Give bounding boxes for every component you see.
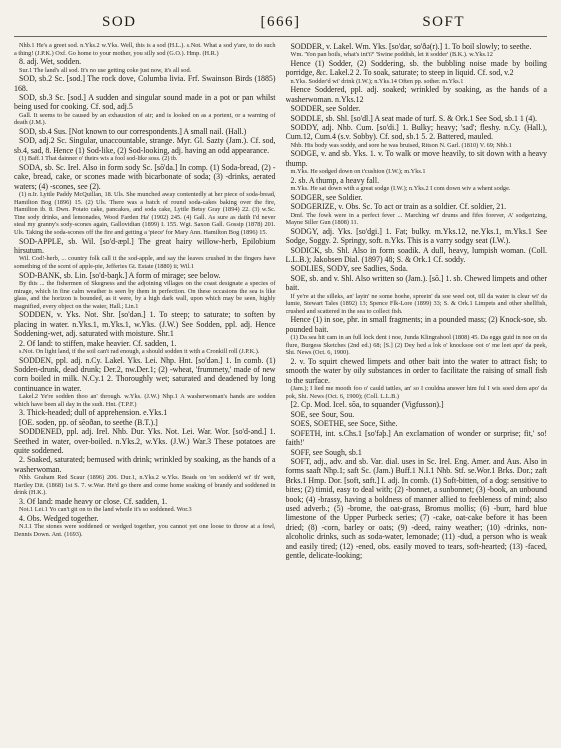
header-right-guideword: SOFT [422,14,465,30]
dictionary-entry: SODLIES, SODY, see Sadlies, Soda. [290,264,408,274]
citation-text: Lakel.2 Ye're sodden thoo an' through. w.Yks. (J.W.) Nhp.1 A washerwoman's hands are sodden which have been all day in the sudi. Hnt. (T.P.F.) [14,393,276,408]
left-column [14,42,276,740]
dictionary-entry: SODDER, see Solder. [290,104,361,114]
dictionary-entry: SOD-APPLE, sb. Wil. [so'd-æpl.] The great hairy willow-herb, Epilobium hirsutum. [14,236,276,255]
dictionary-entry: SODDLE, sb. Shl. [so'dl.] A seat made of turf. S. & Ork.1 See Sod, sb.1 1 (4). [290,113,537,123]
dictionary-entry: SOD, adj.2 Sc. Singular, unaccountable, strange. Myr. Gl. Sazty (Jam.). Cf. sod, sb.4, sad, 8. Hence (1) Sod-like, (2) Sod-looking, adj. having an odd appearance. [14,136,276,155]
citation-text: Nhb.1 He's a greet sod. n.Yks.2 w.Yks. Well, this is a sod (H.L.). s.Not. What a sod y'are, to do such a thing! (J.P.K.) Oxf. Go home to your mother, you silly sod (G.O.). Hmp. (H.R.) [14,42,276,57]
dictionary-entry: SOFF, see Sough, sb.1 [290,447,362,457]
dictionary-entry: SODDENED, ppl. adj. Irel. Nhb. Dur. Yks. Not. Lei. War. Wor. [so'd-ənd.] 1. Seethed in water, over-boiled. n.Yks.2, w.Yks. (J.W.) War.3 These potatoes are quite soddened. [14,427,276,456]
dictionary-entry: SOD-BANK, sb. Lin. [so'd-baŋk.] A form of mirage; see below. [19,270,221,280]
dictionary-entry: SOFETH, int. s.Chs.1 [so'fəþ.] An exclamation of wonder or surprise; fit,' so! faith!' [285,428,547,448]
dictionary-entry: 2. Of land: to stiffen, make heavier. Cf. sadden, 1. [19,338,177,348]
running-header [14,14,547,37]
dictionary-entry: 2. Soaked, saturated; bemused with drink; wrinkled by soaking, as the hands of a washerwoman. [14,455,276,474]
dictionary-entry: SOD, sb.2 Sc. [sod.] The rock dove, Columba livia. Frf. Swainson Birds (1885) 168. [14,74,276,93]
dictionary-entry: SODA, sb. Sc. Irel. Also in form sody Sc. [sō'da.] In comp. (1) Soda-bread, (2) -cake, bread, cake, or scones made with bicarbonate of soda; (3) -drinks, aerated waters; (4) -scones, see (2). [14,162,276,191]
dictionary-entry: SOE, see Sour, Sou. [290,409,355,419]
dictionary-entry: [2. Cp. Mod. Icel. sōa, to squander (Vigfusson).] [290,400,444,410]
dictionary-entry: SODGERIZE, v. Obs. Sc. To act or train as a soldier. Cf. soldier, 21. [290,202,507,212]
dictionary-entry: 4. Obs. Wedged together. [19,514,99,524]
citation-text: Wm. 'Yon pan boils, what's int't?' 'Swine poddish, let it sodder' (B.K.). w.Yks.12 [290,51,493,59]
dictionary-entry: 2. sb. A thump, a heavy fall. [290,175,380,185]
citation-text: N.I.1 The stones were soddened or wedged together, you cannot yet one loose to throw at a fowl, Dennis Down. Ant. (1693). [14,523,276,539]
dictionary-entry: SODDER, v. Lakel. Wm. Yks. [so'dər, so'ðə(r).] 1. To boil slowly; to seethe. [290,42,532,51]
page-number: [666] [260,14,301,30]
dictionary-entry: [OE. soden, pp. of sēoðan, to seethe (B.T.).] [19,417,158,427]
citation-text: (1) Baff.1 That dainner o' theirs wis a fool sod-like soss. (2) ib. [19,155,178,163]
dictionary-entry: SODDEN, v. Yks. Not. Shr. [so'dən.] 1. To steep; to saturate; to soften by placing in water. n.Yks.1, m.Yks.1, w.Yks. (J.W.) See Sodden, ppl. adj. Hence Soddening-wet, adj. saturated with moisture. Shr.1 [14,310,276,339]
dictionary-entry: SOD, sb.4 Sus. [Not known to our correspondents.] A small nail. (Hall.) [19,127,247,136]
dictionary-entry: SOES, SOETHE, see Soce, Sithe. [290,419,398,429]
citation-text: Wil. Cod!-herb, ... country folk call it the sod-apple, and say the leaves crushed in the fingers have something of the scent of apple-pie, Jefferies Gt. Estate (1880) ii; Wil.1 [14,255,276,270]
dictionary-entry: SOE, sb. and v. Shl. Also written so (Jam.). [sō.] 1. sb. Chewed limpets and other bait. [285,273,547,293]
dictionary-entry: 3. Of land: made heavy or close. Cf. sadden, 1. [19,497,168,507]
citation-text: s.Not. On light land, if the soil can't rad enough, a should sodden it with a Cronkill roll (J.P.K.). [19,348,260,355]
dictionary-entry: Hence Soddered, ppl. adj. soaked; wrinkled by soaking, as the hands of a washerwoman. n.Yks.12 [285,85,547,104]
dictionary-entry: SODICK, sb. Shl. Also in form soadik. A dull, heavy, lumpish woman. (Coll. L.L.B.); Jakobsen Dial. (1897) 48; S. & Ork.1 Cf. soddy. [285,245,547,265]
columns [14,42,547,740]
dictionary-entry: SODGE, v. and sb. Yks. 1. v. To walk or move heavily, to sit down with a heavy thump. [285,149,547,168]
citation-text: n.Yks. Sodder'd wi' drink (I.W.); n.Yks.14 Often pp. sother. m.Yks.1 [290,77,464,85]
citation-text: Dmf. The fowk were in a perfect fever ... Marching wi' drums and fifes forever, A' sodgerizing, Mayne Siller Gun (1808) 11. [285,211,547,227]
citation-text: If ye're at the silleks, an' layin' ne some hoehe, spreein' da soe weel oot, till da water is clear wi' da lumie, Stewart Tales (1892) 13; Spence Flk-Lore (1899) 33; S. & Ork.1 Limpets and other shellfish, crushed and scattered in the sea to collect fish. [285,292,547,315]
header-left-guideword: SOD [102,14,137,30]
citation-text: m.Yks. He sodged down on t'cushion (I.W.); m.Yks.1 [290,168,426,176]
dictionary-entry: 8. adj. Wet, sodden. [19,57,82,67]
citation-text: (1) Da sea hit cam in an full lock dent i noe, Junda Klingrahool (1808) 45. Da eggs guid in noe on da flure, Burgess Sketches (2nd ed.) 68; [S.] (2) Dey hed a lok o' knocksoe oot o' me leet apo' da peek, Shi. News (Oct. 6, 1900). [285,334,547,357]
citation-text: (Jam.); I lied me mooth foo o' cauld tattles, an' so I couldna answer him ful I wis soed dem apo' da pok, Shi. News (Oct. 6, 1900); (Coll. L.L.B.) [285,385,547,400]
citation-text: (1) n.Ir. Lyttle Paddy McQuillan, 18. Uls. She munched away contentedly at her piece of soda-bread, Hamilton Bog (1896) 15. (2) Uls. There was a batch of round soda-cakes baking over the fire, Hamilton ib. 8. Dwn. Potato cake, pancakes, and soda cake, Lyttle Betsy Gray (1894) 22. (3) w.Sc. Tine sody drinks, and lemonades, Wood Farden Ha' (1902) 245. (4) Gall. As sure as daith I'd never steal my granny's sody-scones again, Gallovidian (1899) I. 155. Wgt. Saxon Gall. Gossip (1878) 201. Uls. Taking the soda-scones off the fire and getting a 'piece' for Mary Ann. Hamilton Bog (1896) 15. [14,191,276,236]
dictionary-entry: SOD, sb.3 Sc. [sod.] A sudden and singular sound made in a pot or pan whilst being used for cooking. Cf. sod, adj.5 [14,93,276,112]
dictionary-entry: SODDY, adj. Nhb. Cum. [so'di.] 1. Bulky; heavy; 'sad'; fleshy. n.Cy. (Hall.), Cum.12, Cum.4 (s.v. Sobby). Cf. sod, sb.1 5. 2. Battered, mauled. [285,123,547,142]
dictionary-entry: Hence (1) in soe, phr. in small fragments; in a pounded mass; (2) Knock-soe, sb. pounded bait. [285,315,547,334]
dictionary-entry: SODGY, adj. Yks. [so'dgi.] 1. Fat; bulky. m.Yks.12, ne.Yks.1, m.Yks.1 See Sodge, Soggy. 2. Springy, soft. n.Yks. This is a varry sodgy seat (I.W.). [285,226,547,246]
citation-text: Sur.1 The land's all sod. It's no use getting coke just now, it's all sod. [19,66,192,74]
citation-text: By this ... the fishermen of Skegness and the adjoining villages on the coast designate a species of mirage, which in fine calm weather is seen by them in perfection. On these occasions the sea is like glass, and the horizon is bounded, as it were, by a high dark wall, upon which may be seen, highly magnified, every object on the water, Hall.; Lin.1 [14,280,276,310]
dictionary-entry: 3. Thick-headed; dull of apprehension. e.Yks.1 [19,408,168,418]
dictionary-entry: SODDEN, ppl. adj. n.Cy. Lakel. Yks. Lei. Nhp. Hnt. [so'dən.] 1. In comb. (1) Sodden-drunk, dead drunk; Der.2, nw.Der.1; (2) -wheat, 'frummety,' made of new corn boiled in milk. N.Cy.1 2. Thoroughly wet; saturated and deadened by long continuance in water. [14,355,276,393]
citation-text: m.Yks. He sat down with a great sodge (I.W.); n.Yks.2 I com down wiv a whent sodge. [290,185,511,193]
dictionary-entry: Hence (1) Sodder, (2) Soddering, sb. the bubbling noise made by boiling porridge, &c. Lakel.2 2. To soak, saturate; to steep in liquid. Cf. sod, v.2 [285,59,547,78]
dictionary-entry: SODGER, see Soldier. [290,192,363,202]
right-column [286,42,548,740]
dictionary-entry: 2. v. To squirt chewed limpets and other bait into the water to attract fish; to smooth the water by oily substances in order to facilitate the raising of small fish to the surface. [285,357,547,385]
citation-text: Not.1 Lei.1 Yo can't git on to the land whoile it's so soddened. Wor.3 [19,506,192,514]
dictionary-entry: SOFT, adj., adv. and sb. Var. dial. uses in Sc. Irel. Eng. Amer. and Aus. Also in forms saaft Nhp.1; saft Sc. (Jam.) Buff.1 N.I.1 Nhb. Stf. se.Wor.1 Brks. Dor.; zaft Brks.1 Hmp. Dor. [soft, sɑft.] I. adj. In comb. (1) Soft-bitten, of a dog: sensitive to bites; (2) timid, easy to deal with; (2) -bonnet, a sunbonnet; (3) -book, an unbound book; (4) -brassy, having a boldness of manner allied to feebleness of mind; also used adverb.; (5) -brome, the oat-grass, Bromus mollis; (6) -burr, hard blue limestone of the Upper Purbeck series; (7) -cake, oat-cake before it has been dried; (8) -corn, barley or oats; (9) -deed, rainy weather; (10) -drinks, non-alcoholic drinks, such as soda-water, lemonade; (11) -dud, a person who is weak and easily tired; (12) -ened, obs. easily moved to tears, soft-hearted; (13) -faced, gentle, delicate-looking; [285,456,547,560]
citation-text: Nhb. Graham Red Scaur (1896) 206. Dur.1, n.Yks.2 w.Yks. Beads on 'en sodden'd wi' th' weit, Hartley Dit. (1868) 1st S. 7. w.War. He'd go there and come home soaking of brandy and soddened in drink (H.K.). [14,474,276,497]
citation-text: Nhb. His body was soddy, and sore he was bruised, Ritson N. Garl. (1810) V. 69; Nhb.1 [290,141,512,149]
citation-text: Gall. It seems to be caused by an exhaustion of air; and is looked on as a portent, or a warning of death (J.M.). [14,111,276,127]
